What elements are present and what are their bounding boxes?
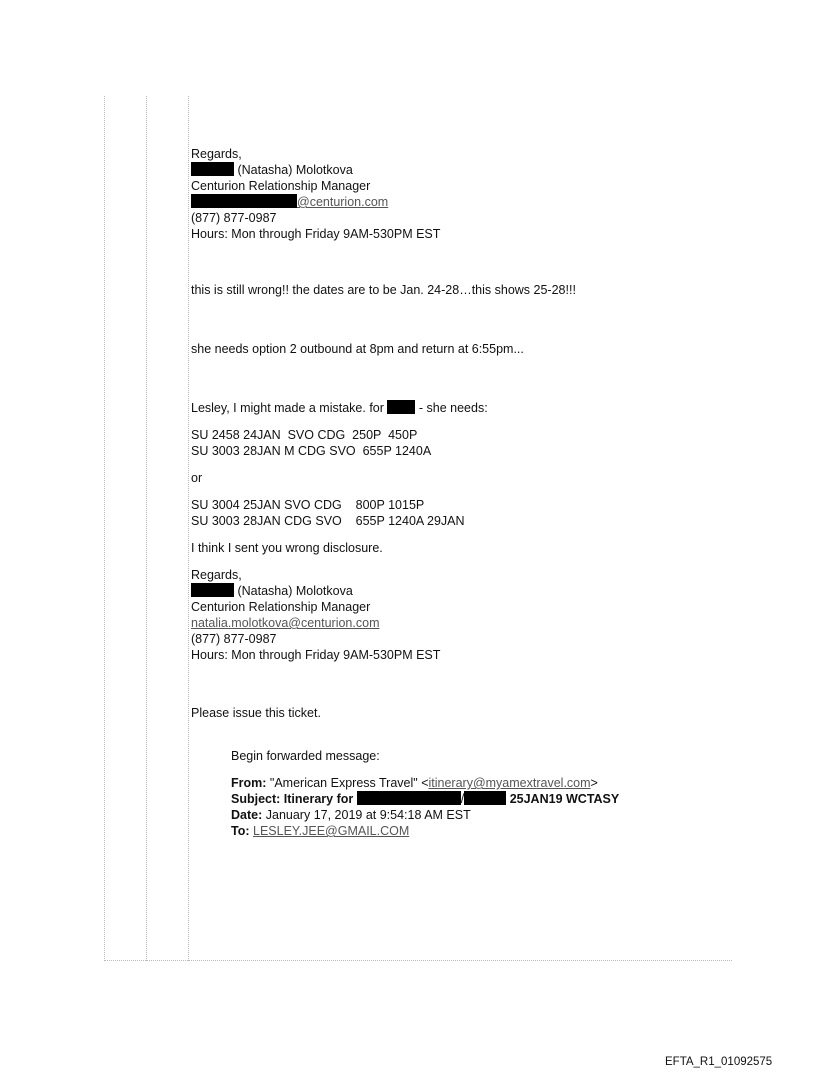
message-text: or bbox=[191, 471, 203, 485]
redaction-box bbox=[191, 194, 297, 208]
regards-text: Regards, bbox=[191, 147, 242, 161]
date-label: Date: bbox=[231, 808, 263, 822]
signature-hours: Hours: Mon through Friday 9AM-530PM EST bbox=[191, 227, 441, 241]
signature-hours: Hours: Mon through Friday 9AM-530PM EST bbox=[191, 648, 441, 662]
quote-bar-1 bbox=[104, 96, 105, 961]
signature-name: (Natasha) Molotkova bbox=[237, 163, 353, 177]
message-text: I think I sent you wrong disclosure. bbox=[191, 541, 383, 555]
forward-from: From: "American Express Travel" <itinerary@myamextravel.com> bbox=[231, 776, 598, 790]
quote-bar-3 bbox=[188, 96, 189, 961]
from-name: "American Express Travel" < bbox=[269, 776, 429, 790]
flight-line: SU 2458 24JAN SVO CDG 250P 450P bbox=[191, 428, 418, 442]
signature-phone: (877) 877-0987 bbox=[191, 632, 277, 646]
forwarded-header bbox=[231, 748, 721, 839]
redaction-box bbox=[387, 400, 415, 414]
message-text: this is still wrong!! the dates are to be Jan. 24-28…this shows 25-28!!! bbox=[191, 283, 576, 297]
signature-email-link[interactable]: @centurion.com bbox=[297, 195, 389, 209]
forward-date bbox=[231, 807, 721, 823]
to-email-link[interactable]: LESLEY.JEE@GMAIL.COM bbox=[253, 824, 410, 838]
quote-bottom-rule bbox=[104, 960, 732, 961]
flight-line: SU 3004 25JAN SVO CDG 800P 1015P bbox=[191, 498, 425, 512]
forward-to bbox=[231, 823, 721, 839]
signature-title: Centurion Relationship Manager bbox=[191, 600, 371, 614]
forward-subject: Subject: Itinerary for / 25JAN19 WCTASY bbox=[231, 792, 620, 806]
from-label: From: bbox=[231, 776, 267, 790]
redaction-box bbox=[357, 791, 461, 805]
signature-block-2 bbox=[191, 567, 721, 663]
signature-phone: (877) 877-0987 bbox=[191, 211, 277, 225]
subject-label: Subject: Itinerary for bbox=[231, 792, 354, 806]
signature-email-link[interactable]: natalia.molotkova@centurion.com bbox=[191, 616, 380, 630]
regards-text: Regards, bbox=[191, 568, 242, 582]
redaction-box bbox=[191, 583, 234, 597]
date-value: January 17, 2019 at 9:54:18 AM EST bbox=[265, 808, 471, 822]
redaction-box bbox=[464, 791, 506, 805]
signature-block-1 bbox=[191, 146, 721, 242]
message-text: Please issue this ticket. bbox=[191, 706, 321, 720]
subject-tail: 25JAN19 WCTASY bbox=[509, 792, 620, 806]
forward-intro: Begin forwarded message: bbox=[231, 749, 380, 763]
flight-line: SU 3003 28JAN M CDG SVO 655P 1240A bbox=[191, 444, 432, 458]
message-text: she needs option 2 outbound at 8pm and return at 6:55pm... bbox=[191, 342, 524, 356]
from-email-link[interactable]: itinerary@myamextravel.com bbox=[428, 776, 591, 790]
message-text: - she needs: bbox=[418, 401, 488, 415]
redaction-box bbox=[191, 162, 234, 176]
to-label: To: bbox=[231, 824, 250, 838]
document-id: EFTA_R1_01092575 bbox=[665, 1056, 773, 1068]
signature-name: (Natasha) Molotkova bbox=[237, 584, 353, 598]
signature-title: Centurion Relationship Manager bbox=[191, 179, 371, 193]
email-body bbox=[191, 146, 721, 839]
message-text: Lesley, I might made a mistake. for bbox=[191, 401, 384, 415]
flight-line: SU 3003 28JAN CDG SVO 655P 1240A 29JAN bbox=[191, 514, 465, 528]
quote-bar-2 bbox=[146, 96, 147, 961]
